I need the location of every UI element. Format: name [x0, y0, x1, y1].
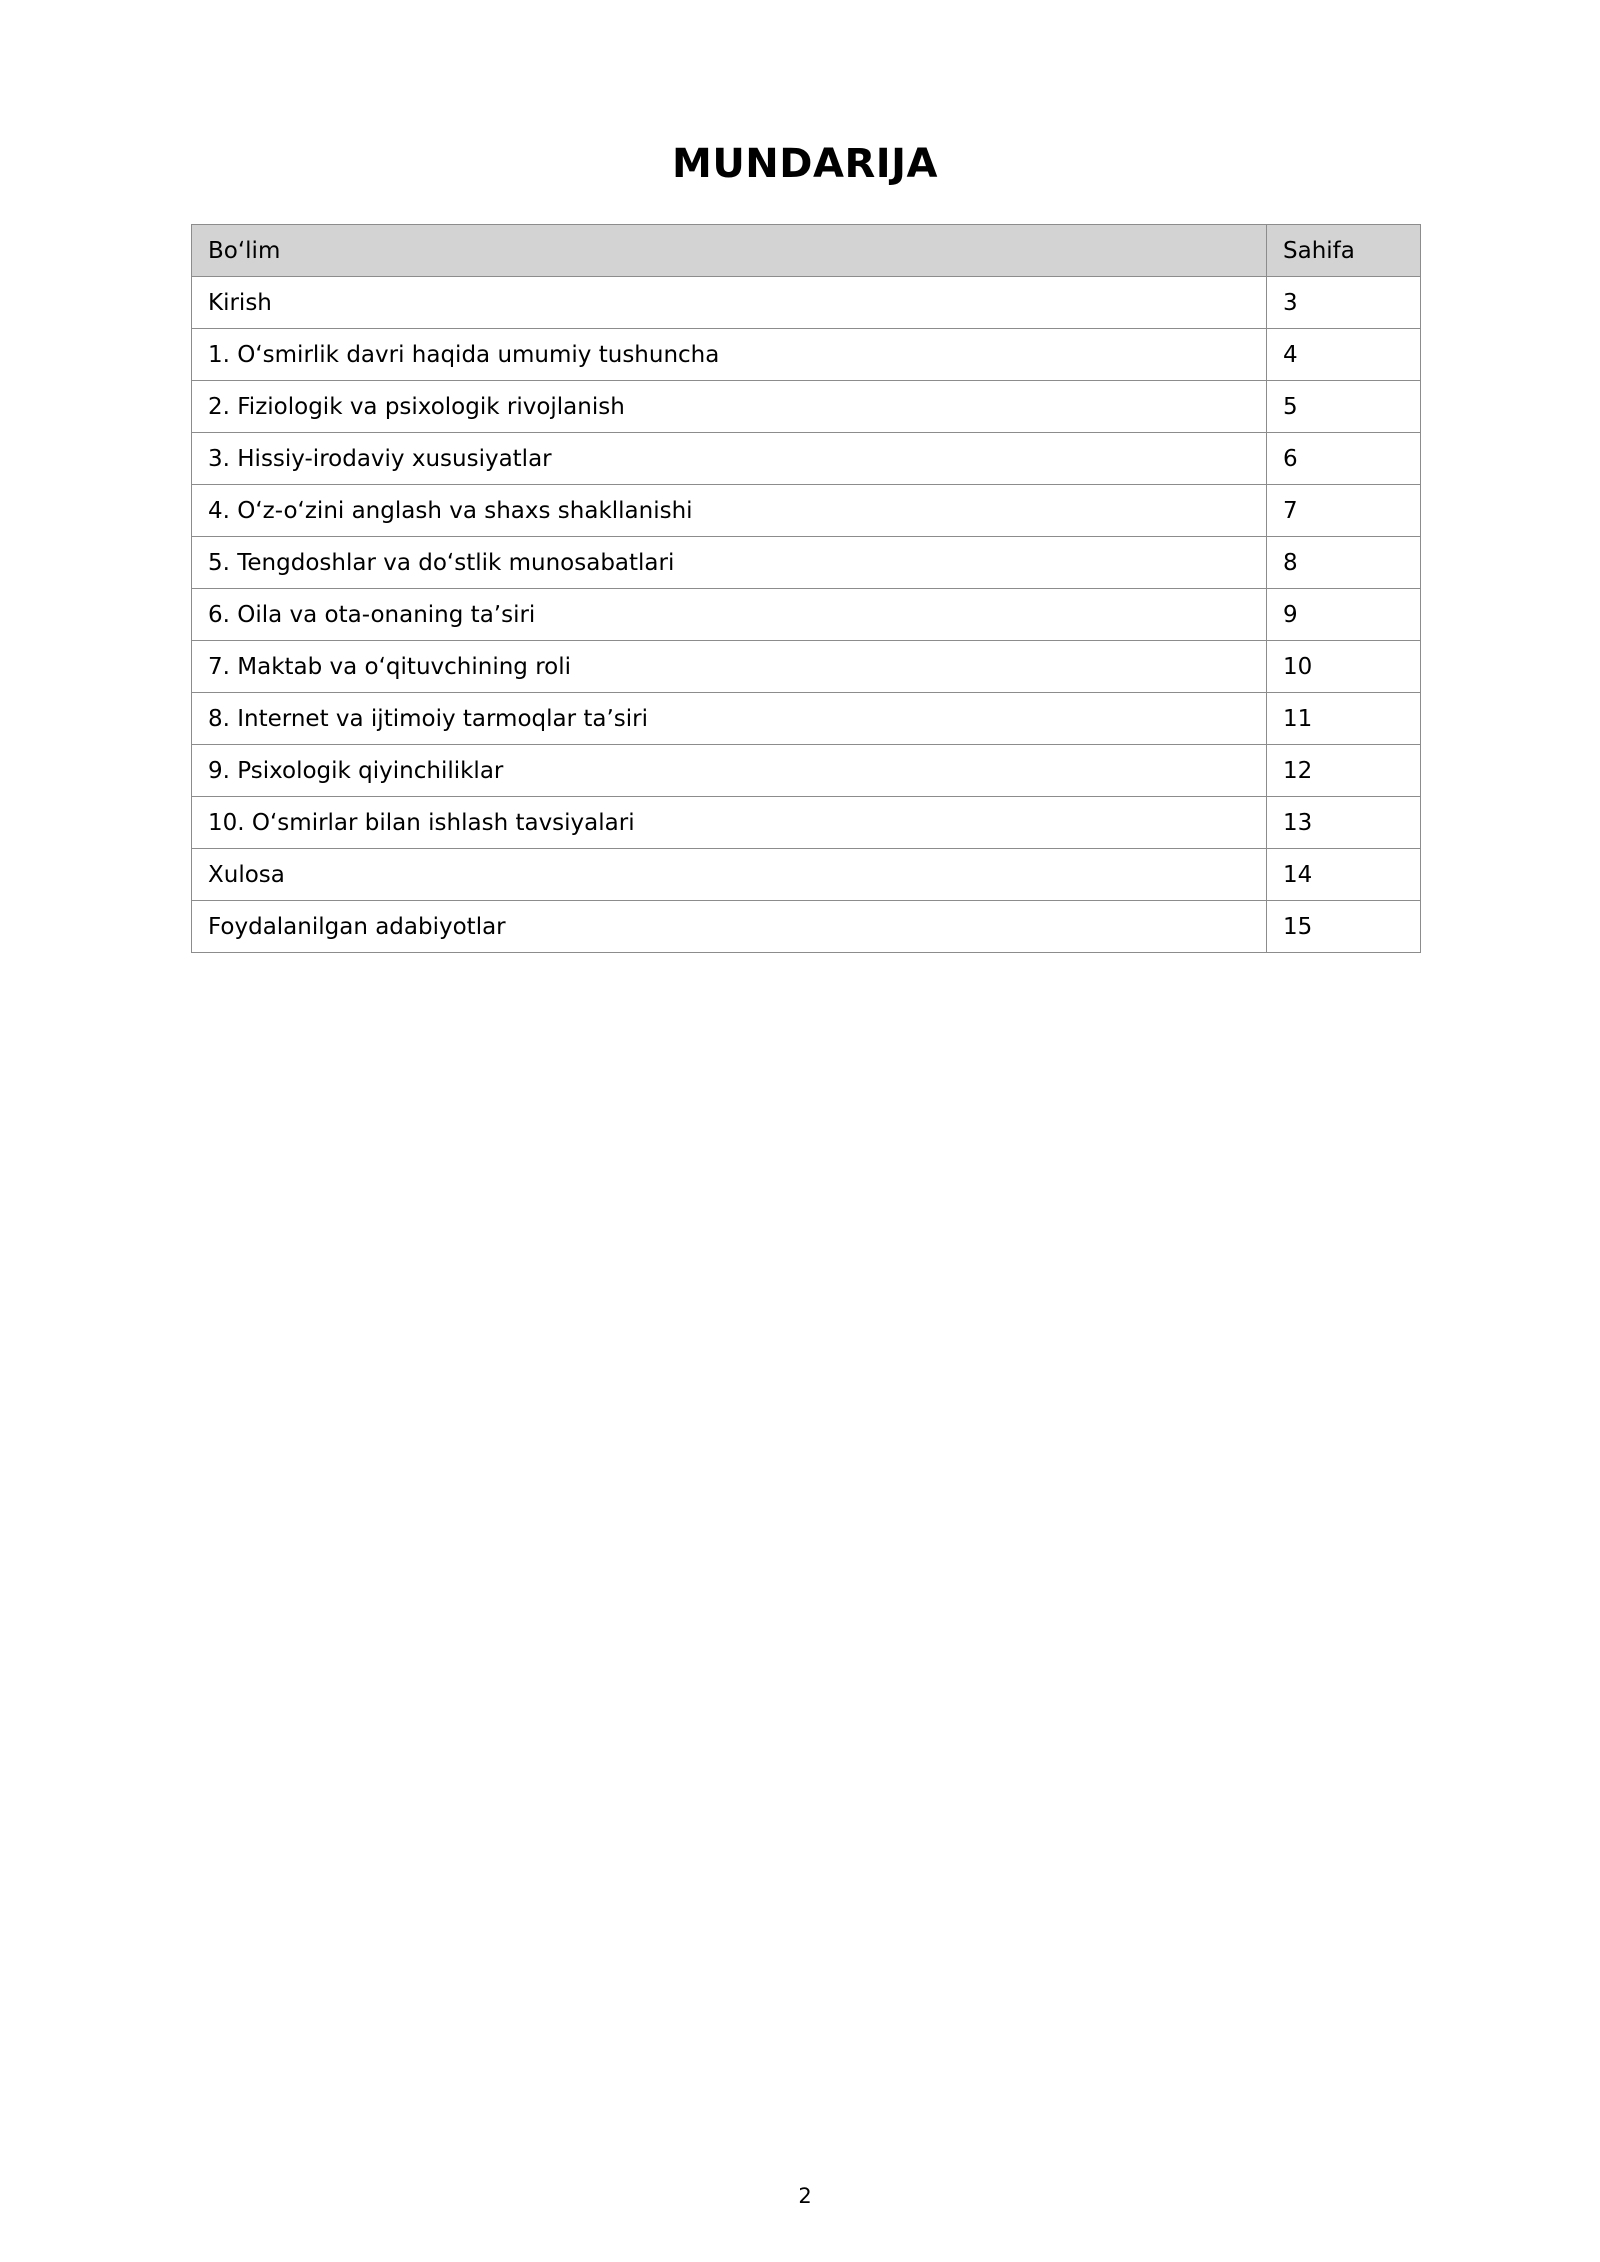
column-header-section: Boʻlim: [192, 225, 1267, 277]
section-title: 2. Fiziologik va psixologik rivojlanish: [192, 381, 1267, 433]
table-row: [192, 797, 1421, 849]
section-page: 12: [1267, 745, 1421, 797]
section-page: 8: [1267, 537, 1421, 589]
table-row: [192, 329, 1421, 381]
section-page: 4: [1267, 329, 1421, 381]
section-title: 9. Psixologik qiyinchiliklar: [192, 745, 1267, 797]
section-page: 3: [1267, 277, 1421, 329]
section-title: 4. Oʻz-oʻzini anglash va shaxs shakllanishi: [192, 485, 1267, 537]
table-row: [192, 641, 1421, 693]
table-row: [192, 745, 1421, 797]
section-title: 6. Oila va ota-onaning taʼsiri: [192, 589, 1267, 641]
table-row: [192, 277, 1421, 329]
section-page: 7: [1267, 485, 1421, 537]
section-title: 10. Oʻsmirlar bilan ishlash tavsiyalari: [192, 797, 1267, 849]
table-row: [192, 537, 1421, 589]
table-row: [192, 849, 1421, 901]
section-title: 5. Tengdoshlar va doʻstlik munosabatlari: [192, 537, 1267, 589]
table-row: [192, 485, 1421, 537]
section-page: 5: [1267, 381, 1421, 433]
page-title: MUNDARIJA: [672, 141, 938, 187]
section-page: 13: [1267, 797, 1421, 849]
table-row: [192, 901, 1421, 953]
section-page: 6: [1267, 433, 1421, 485]
section-title: 3. Hissiy-irodaviy xususiyatlar: [192, 433, 1267, 485]
table-row: [192, 433, 1421, 485]
section-title: 1. Oʻsmirlik davri haqida umumiy tushuncha: [192, 329, 1267, 381]
table-row: [192, 589, 1421, 641]
table-row: [192, 693, 1421, 745]
table-of-contents: [191, 224, 1421, 953]
section-title: 7. Maktab va oʻqituvchining roli: [192, 641, 1267, 693]
section-page: 11: [1267, 693, 1421, 745]
page-number: 2: [798, 2184, 812, 2208]
section-page: 10: [1267, 641, 1421, 693]
section-title: Xulosa: [192, 849, 1267, 901]
table-row: [192, 381, 1421, 433]
section-title: Kirish: [192, 277, 1267, 329]
section-title: 8. Internet va ijtimoiy tarmoqlar taʼsiri: [192, 693, 1267, 745]
table-header-row: [192, 225, 1421, 277]
column-header-page: Sahifa: [1267, 225, 1421, 277]
section-page: 15: [1267, 901, 1421, 953]
section-page: 9: [1267, 589, 1421, 641]
section-page: 14: [1267, 849, 1421, 901]
section-title: Foydalanilgan adabiyotlar: [192, 901, 1267, 953]
